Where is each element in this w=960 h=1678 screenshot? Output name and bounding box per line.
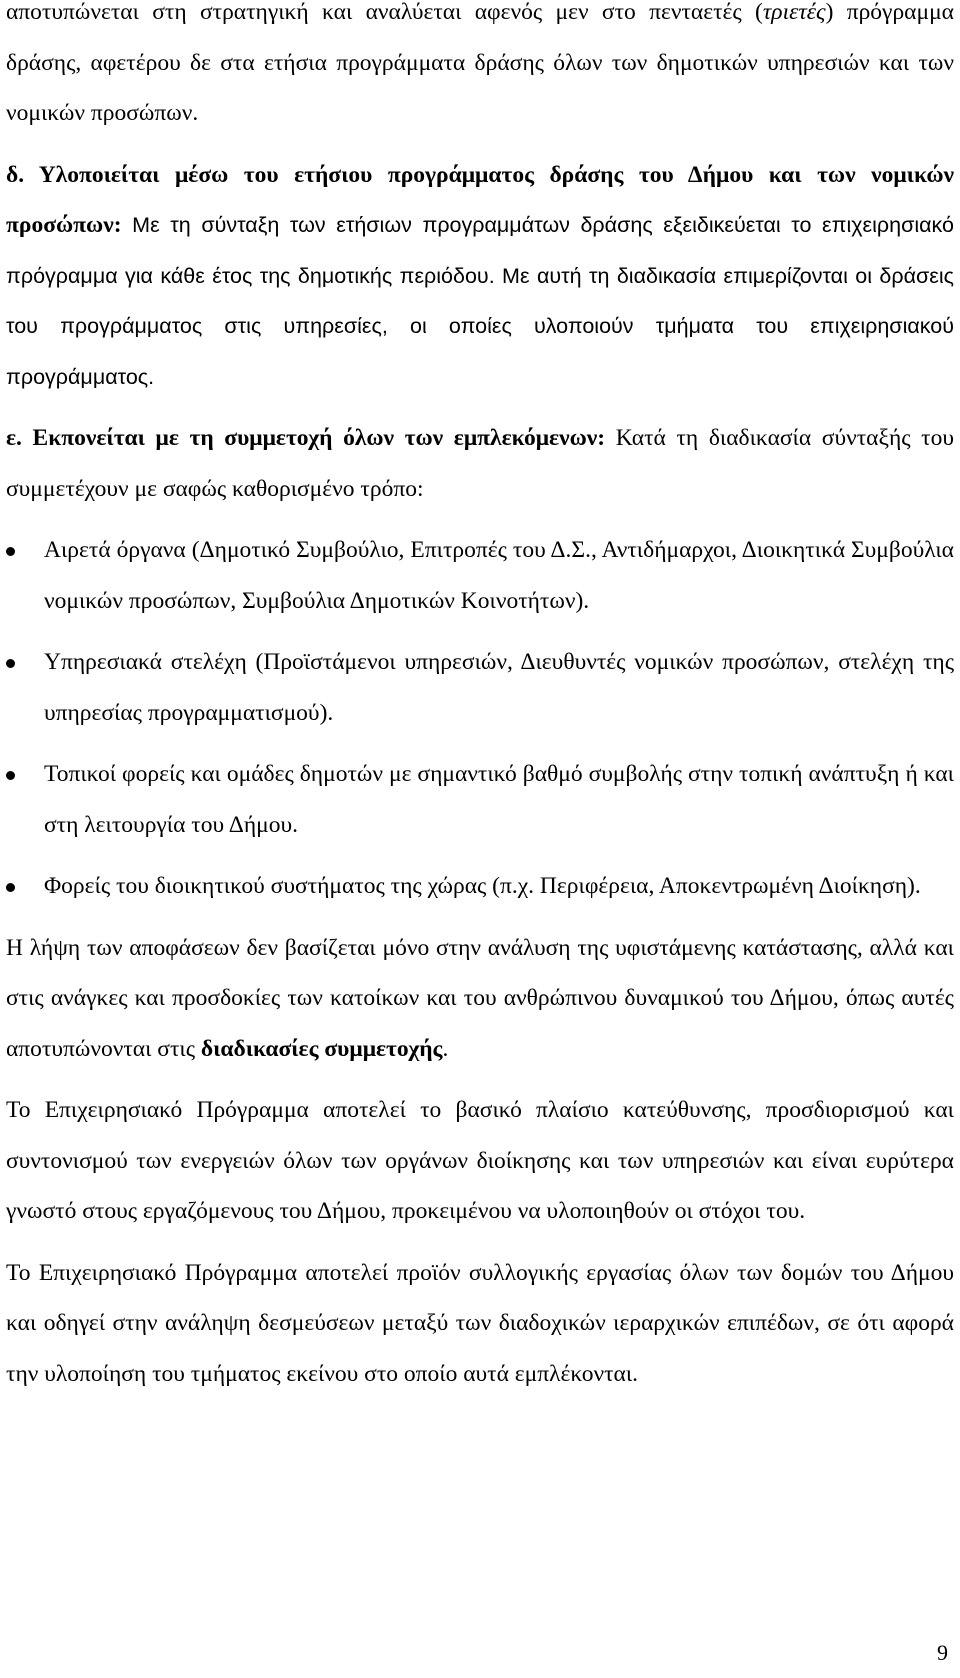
section-e-paragraph: [6, 413, 954, 514]
decisions-bold: διαδικασίες συμμετοχής: [200, 1035, 443, 1062]
decisions-text: Η λήψη των αποφάσεων δεν βασίζεται μόνο στην ανάλυση της υφιστάμενης κατάστασης, αλλά και στις ανάγκες και προσδοκίες των κατοίκων και του ανθρώπινου δυναμικού του Δήμου, όπως αυτές αποτυπώνονται στις: [6, 934, 954, 1062]
list-item: [6, 525, 954, 626]
framework-paragraph: Το Επιχειρησιακό Πρόγραμμα αποτελεί το βασικό πλαίσιο κατεύθυνσης, προσδιορισμού και συντονισμού των ενεργειών όλων των οργάνων διοίκησης και των υπηρεσιών και είναι ευρύτερα γνωστό στους εργαζόμενους του Δήμου, προκειμένου να υλοποιηθούν οι στόχοι του.: [6, 1097, 954, 1224]
bullet-icon: [6, 547, 15, 556]
decisions-end: .: [442, 1035, 449, 1062]
list-item-text: Αιρετά όργανα (Δημοτικό Συμβούλιο, Επιτροπές του Δ.Σ., Αντιδήμαρχοι, Διοικητικά Συμβούλια νομικών προσώπων, Συμβούλια Δημοτικών Κοινοτήτων).: [44, 537, 954, 614]
section-d-paragraph: [6, 150, 954, 403]
list-item-text: Τοπικοί φορείς και ομάδες δημοτών με σημαντικό βαθμό συμβολής στην τοπική ανάπτυξη ή και στη λειτουργία του Δήμου.: [44, 761, 954, 838]
list-item: [6, 861, 954, 912]
intro-text-2: ) πρόγραμμα δράσης, αφετέρου δε στα ετήσια προγράμματα δράσης όλων των δημοτικών υπηρεσιών και των νομικών προσώπων.: [6, 0, 954, 126]
section-e-body: Κατά τη διαδικασία σύνταξής του συμμετέχουν με σαφώς καθορισμένο τρόπο:: [6, 425, 954, 502]
section-d-heading: δ. Υλοποιείται μέσω του ετήσιου προγράμματος δράσης του Δήμου και των νομικών προσώπων:: [6, 161, 954, 238]
decisions-paragraph: [6, 923, 954, 1075]
intro-italic: τριετές: [762, 0, 826, 25]
bullet-icon: [6, 883, 15, 892]
document-page: [6, 0, 954, 1399]
list-item: [6, 749, 954, 850]
list-item: [6, 637, 954, 738]
list-item-text: Υπηρεσιακά στελέχη (Προϊστάμενοι υπηρεσιών, Διευθυντές νομικών προσώπων, στελέχη της υπηρεσίας προγραμματισμού).: [44, 649, 954, 726]
page-number: 9: [937, 1640, 948, 1665]
bullet-icon: [6, 771, 15, 780]
intro-paragraph: [6, 0, 954, 139]
section-e-heading: ε. Εκπονείται με τη συμμετοχή όλων των εμπλεκόμενων:: [6, 425, 606, 451]
product-paragraph: Το Επιχειρησιακό Πρόγραμμα αποτελεί προϊόν συλλογικής εργασίας όλων των δομών του Δήμου και οδηγεί στην ανάληψη δεσμεύσεων μεταξύ των διαδοχικών ιεραρχικών επιπέδων, σε ότι αφορά την υλοποίηση του τμήματος εκείνου στο οποίο αυτά εμπλέκονται.: [6, 1259, 954, 1387]
intro-text-1: αποτυπώνεται στη στρατηγική και αναλύεται αφενός μεν στο πενταετές (: [6, 0, 763, 25]
participants-list: [6, 525, 954, 912]
bullet-icon: [6, 659, 15, 668]
list-item-text: Φορείς του διοικητικού συστήματος της χώρας (π.χ. Περιφέρεια, Αποκεντρωμένη Διοίκηση).: [44, 873, 921, 899]
section-d-body: Με τη σύνταξη των ετήσιων προγραμμάτων δράσης εξειδικεύεται το επιχειρησιακό πρόγραμμα για κάθε έτος της δημοτικής περιόδου. Με αυτή τη διαδικασία επιμερίζονται οι δράσεις του προγράμματος στις υπηρεσίες, οι οποίες υλοποιούν τμήματα του επιχειρησιακού προγράμματος.: [6, 213, 954, 389]
